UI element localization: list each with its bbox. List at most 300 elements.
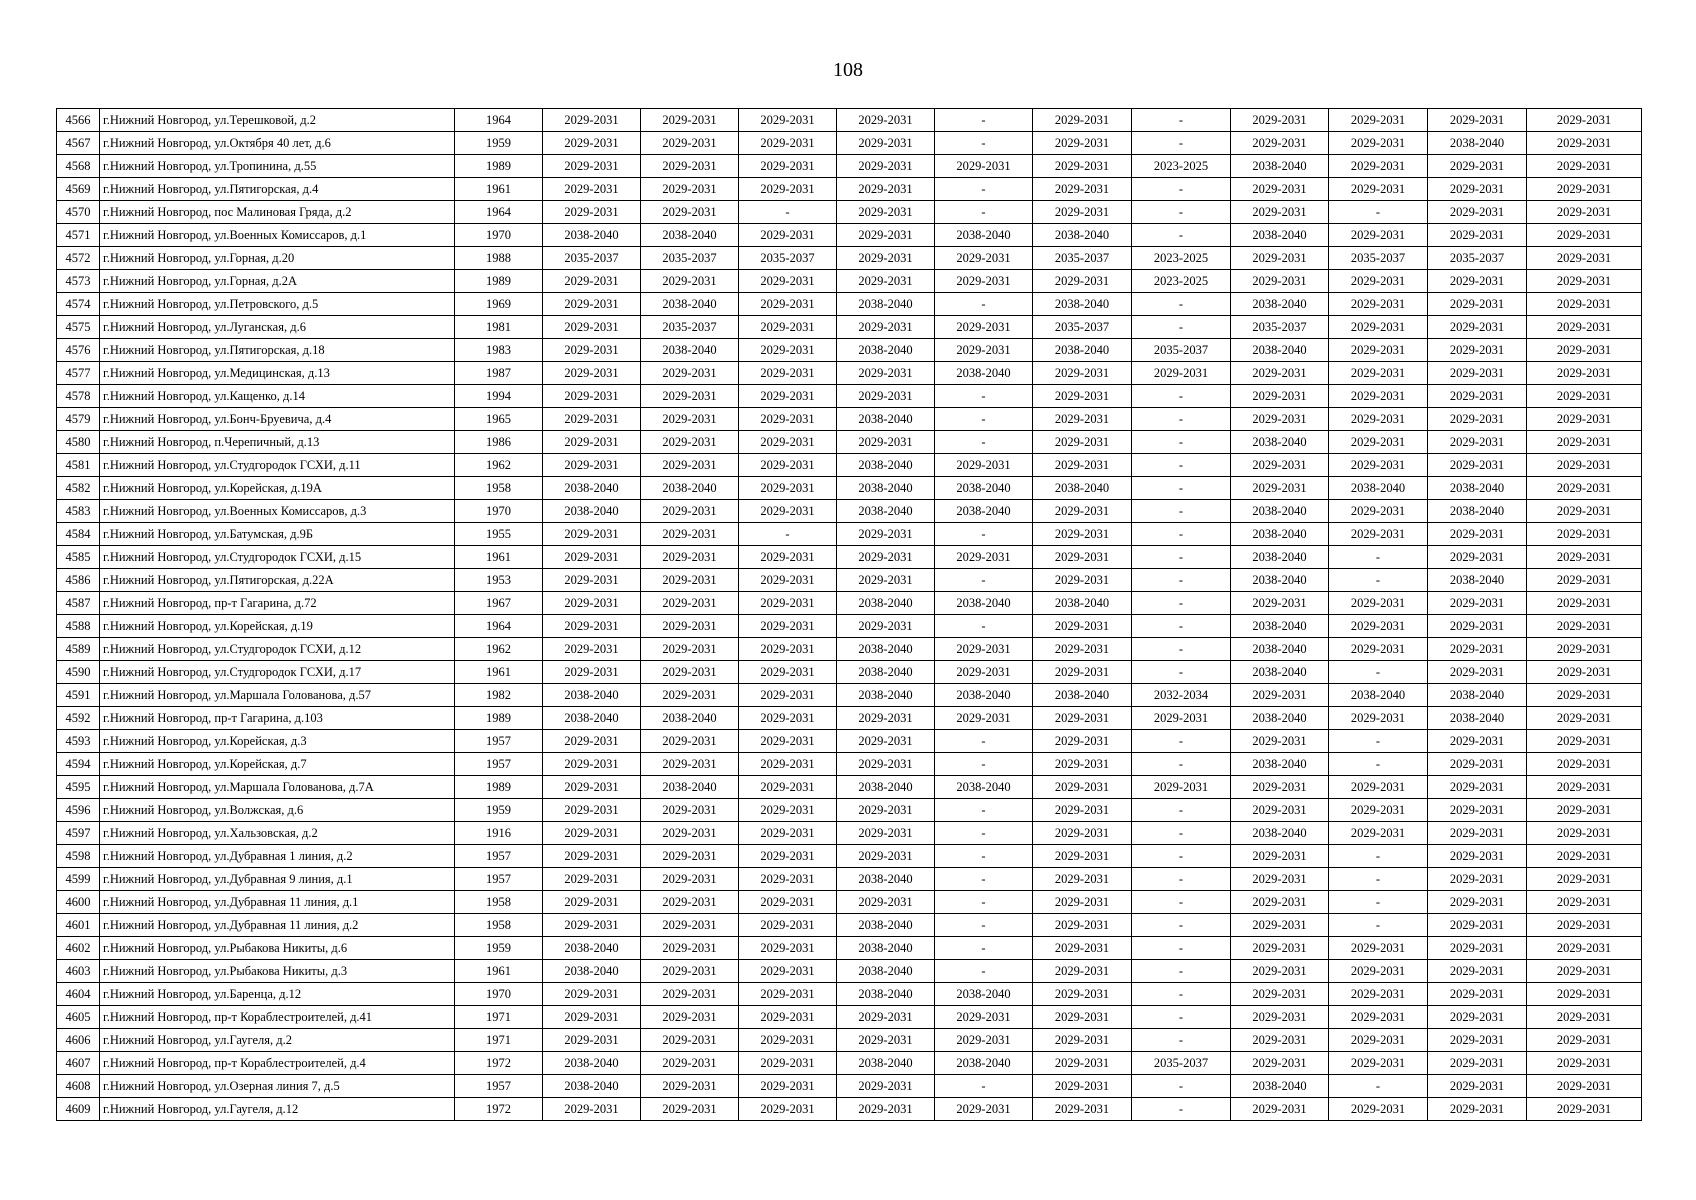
row-number-cell: 4583 — [57, 500, 100, 523]
period-cell: 2029-2031 — [739, 178, 837, 201]
period-cell: 2029-2031 — [1033, 753, 1132, 776]
year-cell: 1964 — [455, 201, 543, 224]
period-cell: 2029-2031 — [1527, 523, 1642, 546]
row-number-cell: 4567 — [57, 132, 100, 155]
period-cell: 2029-2031 — [739, 684, 837, 707]
year-cell: 1957 — [455, 845, 543, 868]
period-cell: 2029-2031 — [1033, 1075, 1132, 1098]
period-cell: 2029-2031 — [641, 753, 739, 776]
period-cell: - — [1329, 569, 1428, 592]
period-cell: 2038-2040 — [837, 960, 935, 983]
period-cell: 2029-2031 — [837, 178, 935, 201]
row-number-cell: 4582 — [57, 477, 100, 500]
period-cell: 2029-2031 — [1527, 362, 1642, 385]
period-cell: 2035-2037 — [1428, 247, 1527, 270]
period-cell: 2029-2031 — [543, 316, 641, 339]
year-cell: 1967 — [455, 592, 543, 615]
period-cell: 2029-2031 — [641, 868, 739, 891]
period-cell: 2029-2031 — [641, 638, 739, 661]
period-cell: 2029-2031 — [543, 454, 641, 477]
period-cell: - — [1329, 868, 1428, 891]
period-cell: 2029-2031 — [641, 1052, 739, 1075]
period-cell: 2029-2031 — [1329, 155, 1428, 178]
period-cell: - — [1132, 546, 1231, 569]
period-cell: - — [935, 868, 1033, 891]
period-cell: 2029-2031 — [1428, 753, 1527, 776]
row-number-cell: 4569 — [57, 178, 100, 201]
period-cell: 2038-2040 — [837, 638, 935, 661]
period-cell: 2029-2031 — [1329, 776, 1428, 799]
period-cell: 2029-2031 — [1231, 385, 1329, 408]
period-cell: 2029-2031 — [641, 1075, 739, 1098]
period-cell: 2029-2031 — [1428, 1098, 1527, 1121]
table-row — [57, 500, 1642, 523]
year-cell: 1989 — [455, 155, 543, 178]
period-cell: - — [1132, 937, 1231, 960]
period-cell: 2029-2031 — [1428, 385, 1527, 408]
period-cell: - — [935, 178, 1033, 201]
table-row — [57, 638, 1642, 661]
period-cell: - — [1132, 316, 1231, 339]
table-row — [57, 707, 1642, 730]
period-cell: 2029-2031 — [1527, 155, 1642, 178]
period-cell: 2029-2031 — [739, 1052, 837, 1075]
period-cell: 2035-2037 — [1231, 316, 1329, 339]
period-cell: 2029-2031 — [1428, 155, 1527, 178]
period-cell: 2029-2031 — [543, 845, 641, 868]
period-cell: 2029-2031 — [1329, 293, 1428, 316]
row-number-cell: 4602 — [57, 937, 100, 960]
period-cell: 2038-2040 — [1033, 224, 1132, 247]
period-cell: 2029-2031 — [837, 270, 935, 293]
row-number-cell: 4571 — [57, 224, 100, 247]
period-cell: 2038-2040 — [837, 983, 935, 1006]
period-cell: 2029-2031 — [1033, 569, 1132, 592]
period-cell: 2029-2031 — [837, 569, 935, 592]
row-number-cell: 4576 — [57, 339, 100, 362]
period-cell: 2035-2037 — [641, 247, 739, 270]
period-cell: 2029-2031 — [1527, 776, 1642, 799]
period-cell: 2029-2031 — [1428, 1075, 1527, 1098]
period-cell: 2029-2031 — [1033, 1029, 1132, 1052]
period-cell: 2029-2031 — [1329, 1098, 1428, 1121]
period-cell: 2029-2031 — [1527, 592, 1642, 615]
period-cell: 2029-2031 — [641, 178, 739, 201]
period-cell: 2038-2040 — [1033, 592, 1132, 615]
period-cell: 2035-2037 — [1329, 247, 1428, 270]
table-row — [57, 201, 1642, 224]
period-cell: - — [935, 799, 1033, 822]
period-cell: 2038-2040 — [935, 983, 1033, 1006]
address-cell: г.Нижний Новгород, ул.Батумская, д.9Б — [100, 523, 455, 546]
period-cell: 2029-2031 — [641, 546, 739, 569]
table-row — [57, 891, 1642, 914]
table-row — [57, 730, 1642, 753]
period-cell: - — [1132, 523, 1231, 546]
period-cell: 2029-2031 — [739, 1029, 837, 1052]
period-cell: 2029-2031 — [1527, 270, 1642, 293]
period-cell: - — [1132, 753, 1231, 776]
period-cell: 2029-2031 — [1428, 408, 1527, 431]
period-cell: 2029-2031 — [1132, 362, 1231, 385]
period-cell: 2029-2031 — [1231, 109, 1329, 132]
address-cell: г.Нижний Новгород, ул.Тропинина, д.55 — [100, 155, 455, 178]
period-cell: 2038-2040 — [543, 477, 641, 500]
period-cell: 2029-2031 — [1329, 431, 1428, 454]
table-row — [57, 362, 1642, 385]
period-cell: 2029-2031 — [1033, 868, 1132, 891]
period-cell: 2029-2031 — [641, 1006, 739, 1029]
period-cell: 2038-2040 — [1231, 753, 1329, 776]
table-row — [57, 523, 1642, 546]
period-cell: 2029-2031 — [739, 569, 837, 592]
period-cell: 2029-2031 — [837, 546, 935, 569]
period-cell: - — [935, 132, 1033, 155]
year-cell: 1981 — [455, 316, 543, 339]
period-cell: 2029-2031 — [1033, 132, 1132, 155]
table-row — [57, 385, 1642, 408]
period-cell: 2029-2031 — [1527, 109, 1642, 132]
period-cell: 2038-2040 — [1428, 684, 1527, 707]
period-cell: 2029-2031 — [641, 523, 739, 546]
period-cell: 2029-2031 — [739, 293, 837, 316]
period-cell: 2029-2031 — [543, 592, 641, 615]
table-row — [57, 776, 1642, 799]
period-cell: - — [1329, 914, 1428, 937]
period-cell: 2029-2031 — [1527, 1075, 1642, 1098]
period-cell: 2029-2031 — [1033, 362, 1132, 385]
period-cell: 2029-2031 — [543, 661, 641, 684]
address-cell: г.Нижний Новгород, ул.Дубравная 1 линия, д.2 — [100, 845, 455, 868]
period-cell: 2035-2037 — [641, 316, 739, 339]
period-cell: 2029-2031 — [1329, 408, 1428, 431]
period-cell: 2029-2031 — [1231, 868, 1329, 891]
repair-schedule-table-container — [56, 108, 1641, 1121]
period-cell: 2029-2031 — [1428, 661, 1527, 684]
period-cell: 2029-2031 — [1428, 799, 1527, 822]
address-cell: г.Нижний Новгород, ул.Военных Комиссаров, д.3 — [100, 500, 455, 523]
row-number-cell: 4603 — [57, 960, 100, 983]
table-row — [57, 270, 1642, 293]
period-cell: 2029-2031 — [739, 914, 837, 937]
period-cell: 2038-2040 — [1231, 707, 1329, 730]
period-cell: 2029-2031 — [1033, 983, 1132, 1006]
period-cell: 2029-2031 — [641, 155, 739, 178]
period-cell: - — [1132, 1029, 1231, 1052]
period-cell: 2029-2031 — [1527, 707, 1642, 730]
period-cell: 2029-2031 — [1033, 661, 1132, 684]
period-cell: 2038-2040 — [1231, 293, 1329, 316]
period-cell: 2029-2031 — [1527, 891, 1642, 914]
period-cell: 2029-2031 — [543, 868, 641, 891]
period-cell: - — [935, 822, 1033, 845]
year-cell: 1969 — [455, 293, 543, 316]
period-cell: 2029-2031 — [1033, 776, 1132, 799]
period-cell: 2029-2031 — [1231, 1052, 1329, 1075]
period-cell: - — [1132, 730, 1231, 753]
period-cell: 2029-2031 — [739, 477, 837, 500]
period-cell: 2029-2031 — [1428, 1006, 1527, 1029]
period-cell: 2029-2031 — [739, 615, 837, 638]
period-cell: 2029-2031 — [1428, 638, 1527, 661]
table-row — [57, 316, 1642, 339]
period-cell: 2029-2031 — [935, 638, 1033, 661]
period-cell: 2029-2031 — [1527, 293, 1642, 316]
period-cell: 2029-2031 — [641, 132, 739, 155]
period-cell: 2029-2031 — [739, 937, 837, 960]
period-cell: 2029-2031 — [1033, 914, 1132, 937]
period-cell: 2029-2031 — [1329, 109, 1428, 132]
year-cell: 1983 — [455, 339, 543, 362]
period-cell: 2029-2031 — [837, 155, 935, 178]
table-row — [57, 569, 1642, 592]
period-cell: 2029-2031 — [739, 109, 837, 132]
year-cell: 1971 — [455, 1006, 543, 1029]
period-cell: 2029-2031 — [837, 385, 935, 408]
period-cell: 2029-2031 — [739, 500, 837, 523]
period-cell: 2029-2031 — [1231, 454, 1329, 477]
row-number-cell: 4584 — [57, 523, 100, 546]
period-cell: - — [935, 845, 1033, 868]
address-cell: г.Нижний Новгород, ул.Кащенко, д.14 — [100, 385, 455, 408]
period-cell: 2029-2031 — [1428, 339, 1527, 362]
address-cell: г.Нижний Новгород, ул.Корейская, д.7 — [100, 753, 455, 776]
address-cell: г.Нижний Новгород, ул.Корейская, д.19А — [100, 477, 455, 500]
period-cell: - — [935, 730, 1033, 753]
period-cell: 2029-2031 — [739, 454, 837, 477]
year-cell: 1988 — [455, 247, 543, 270]
period-cell: 2029-2031 — [1428, 201, 1527, 224]
year-cell: 1957 — [455, 730, 543, 753]
period-cell: 2029-2031 — [543, 178, 641, 201]
period-cell: 2038-2040 — [641, 477, 739, 500]
period-cell: 2029-2031 — [641, 615, 739, 638]
period-cell: - — [935, 960, 1033, 983]
row-number-cell: 4601 — [57, 914, 100, 937]
period-cell: 2029-2031 — [1231, 201, 1329, 224]
period-cell: 2038-2040 — [543, 500, 641, 523]
address-cell: г.Нижний Новгород, ул.Баренца, д.12 — [100, 983, 455, 1006]
period-cell: 2029-2031 — [1428, 293, 1527, 316]
period-cell: 2029-2031 — [739, 224, 837, 247]
period-cell: 2029-2031 — [739, 822, 837, 845]
period-cell: 2038-2040 — [837, 776, 935, 799]
address-cell: г.Нижний Новгород, п.Черепичный, д.13 — [100, 431, 455, 454]
address-cell: г.Нижний Новгород, ул.Бонч-Бруевича, д.4 — [100, 408, 455, 431]
period-cell: 2029-2031 — [1033, 201, 1132, 224]
address-cell: г.Нижний Новгород, ул.Маршала Голованова, д.57 — [100, 684, 455, 707]
period-cell: 2029-2031 — [1527, 845, 1642, 868]
period-cell: 2029-2031 — [1527, 316, 1642, 339]
period-cell: 2038-2040 — [1329, 684, 1428, 707]
table-row — [57, 477, 1642, 500]
period-cell: 2029-2031 — [1527, 408, 1642, 431]
period-cell: 2038-2040 — [1231, 500, 1329, 523]
period-cell: 2029-2031 — [1033, 408, 1132, 431]
period-cell: 2029-2031 — [1231, 1006, 1329, 1029]
period-cell: 2029-2031 — [837, 316, 935, 339]
address-cell: г.Нижний Новгород, пос Малиновая Гряда, д.2 — [100, 201, 455, 224]
row-number-cell: 4568 — [57, 155, 100, 178]
period-cell: 2029-2031 — [1527, 201, 1642, 224]
row-number-cell: 4573 — [57, 270, 100, 293]
period-cell: - — [1132, 914, 1231, 937]
period-cell: 2038-2040 — [1231, 569, 1329, 592]
page-number: 108 — [833, 59, 863, 81]
period-cell: 2029-2031 — [543, 431, 641, 454]
table-row — [57, 224, 1642, 247]
period-cell: 2029-2031 — [1329, 592, 1428, 615]
period-cell: - — [935, 201, 1033, 224]
period-cell: 2029-2031 — [837, 523, 935, 546]
row-number-cell: 4596 — [57, 799, 100, 822]
period-cell: 2029-2031 — [1329, 707, 1428, 730]
period-cell: 2029-2031 — [1428, 523, 1527, 546]
table-row — [57, 753, 1642, 776]
table-row — [57, 960, 1642, 983]
period-cell: 2029-2031 — [739, 385, 837, 408]
table-row — [57, 132, 1642, 155]
period-cell: 2029-2031 — [1428, 270, 1527, 293]
period-cell: 2029-2031 — [1231, 983, 1329, 1006]
period-cell: 2038-2040 — [1231, 523, 1329, 546]
period-cell: 2029-2031 — [641, 799, 739, 822]
address-cell: г.Нижний Новгород, ул.Рыбакова Никиты, д.6 — [100, 937, 455, 960]
period-cell: 2029-2031 — [1527, 684, 1642, 707]
year-cell: 1971 — [455, 1029, 543, 1052]
period-cell: - — [935, 431, 1033, 454]
year-cell: 1970 — [455, 224, 543, 247]
period-cell: 2035-2037 — [739, 247, 837, 270]
period-cell: 2029-2031 — [739, 661, 837, 684]
period-cell: 2029-2031 — [1527, 1029, 1642, 1052]
address-cell: г.Нижний Новгород, ул.Дубравная 9 линия, д.1 — [100, 868, 455, 891]
period-cell: 2038-2040 — [935, 500, 1033, 523]
address-cell: г.Нижний Новгород, ул.Дубравная 11 линия, д.1 — [100, 891, 455, 914]
address-cell: г.Нижний Новгород, ул.Пятигорская, д.4 — [100, 178, 455, 201]
address-cell: г.Нижний Новгород, ул.Корейская, д.19 — [100, 615, 455, 638]
period-cell: 2029-2031 — [543, 822, 641, 845]
period-cell: 2029-2031 — [739, 431, 837, 454]
period-cell: 2029-2031 — [739, 316, 837, 339]
period-cell: - — [1329, 730, 1428, 753]
year-cell: 1959 — [455, 799, 543, 822]
table-row — [57, 1029, 1642, 1052]
period-cell: 2038-2040 — [837, 408, 935, 431]
table-row — [57, 937, 1642, 960]
period-cell: 2029-2031 — [1329, 385, 1428, 408]
period-cell: - — [1132, 569, 1231, 592]
period-cell: 2029-2031 — [1329, 983, 1428, 1006]
period-cell: 2038-2040 — [837, 339, 935, 362]
period-cell: 2029-2031 — [1527, 132, 1642, 155]
period-cell: 2038-2040 — [837, 937, 935, 960]
period-cell: 2029-2031 — [1329, 960, 1428, 983]
period-cell: 2029-2031 — [837, 224, 935, 247]
table-row — [57, 914, 1642, 937]
period-cell: 2038-2040 — [641, 707, 739, 730]
period-cell: - — [935, 1075, 1033, 1098]
address-cell: г.Нижний Новгород, ул.Военных Комиссаров, д.1 — [100, 224, 455, 247]
period-cell: 2029-2031 — [935, 1098, 1033, 1121]
period-cell: - — [1329, 845, 1428, 868]
period-cell: 2029-2031 — [1329, 178, 1428, 201]
year-cell: 1964 — [455, 109, 543, 132]
address-cell: г.Нижний Новгород, ул.Рыбакова Никиты, д.3 — [100, 960, 455, 983]
period-cell: 2038-2040 — [543, 1052, 641, 1075]
period-cell: 2038-2040 — [1329, 477, 1428, 500]
period-cell: 2029-2031 — [543, 546, 641, 569]
period-cell: 2029-2031 — [1231, 592, 1329, 615]
row-number-cell: 4600 — [57, 891, 100, 914]
period-cell: - — [1329, 661, 1428, 684]
row-number-cell: 4604 — [57, 983, 100, 1006]
year-cell: 1987 — [455, 362, 543, 385]
period-cell: 2038-2040 — [1428, 569, 1527, 592]
period-cell: 2029-2031 — [543, 109, 641, 132]
period-cell: 2029-2031 — [641, 1098, 739, 1121]
period-cell: - — [935, 293, 1033, 316]
row-number-cell: 4591 — [57, 684, 100, 707]
period-cell: 2029-2031 — [739, 1075, 837, 1098]
period-cell: 2035-2037 — [543, 247, 641, 270]
period-cell: 2029-2031 — [1527, 983, 1642, 1006]
period-cell: 2038-2040 — [935, 592, 1033, 615]
table-row — [57, 615, 1642, 638]
period-cell: 2029-2031 — [1527, 960, 1642, 983]
period-cell: 2029-2031 — [1527, 224, 1642, 247]
period-cell: 2029-2031 — [1033, 431, 1132, 454]
year-cell: 1972 — [455, 1098, 543, 1121]
period-cell: 2029-2031 — [641, 500, 739, 523]
period-cell: 2029-2031 — [1033, 500, 1132, 523]
period-cell: - — [739, 201, 837, 224]
period-cell: 2029-2031 — [739, 638, 837, 661]
period-cell: 2029-2031 — [1033, 178, 1132, 201]
period-cell: 2029-2031 — [739, 960, 837, 983]
period-cell: 2029-2031 — [935, 454, 1033, 477]
period-cell: 2038-2040 — [543, 684, 641, 707]
table-row — [57, 799, 1642, 822]
period-cell: 2029-2031 — [1033, 155, 1132, 178]
period-cell: 2029-2031 — [1329, 1052, 1428, 1075]
period-cell: - — [1329, 546, 1428, 569]
period-cell: 2038-2040 — [543, 960, 641, 983]
table-row — [57, 109, 1642, 132]
period-cell: - — [1329, 753, 1428, 776]
period-cell: - — [1132, 638, 1231, 661]
period-cell: 2029-2031 — [739, 845, 837, 868]
period-cell: 2029-2031 — [1231, 1029, 1329, 1052]
period-cell: 2029-2031 — [837, 845, 935, 868]
period-cell: - — [1132, 477, 1231, 500]
period-cell: - — [1329, 891, 1428, 914]
period-cell: - — [935, 937, 1033, 960]
period-cell: - — [1132, 431, 1231, 454]
address-cell: г.Нижний Новгород, ул.Корейская, д.3 — [100, 730, 455, 753]
period-cell: 2029-2031 — [641, 270, 739, 293]
period-cell: 2029-2031 — [935, 316, 1033, 339]
period-cell: 2029-2031 — [739, 362, 837, 385]
period-cell: 2029-2031 — [543, 730, 641, 753]
row-number-cell: 4592 — [57, 707, 100, 730]
period-cell: 2029-2031 — [1033, 1098, 1132, 1121]
period-cell: 2029-2031 — [935, 247, 1033, 270]
row-number-cell: 4578 — [57, 385, 100, 408]
period-cell: 2038-2040 — [1033, 339, 1132, 362]
table-row — [57, 1006, 1642, 1029]
period-cell: 2029-2031 — [739, 891, 837, 914]
